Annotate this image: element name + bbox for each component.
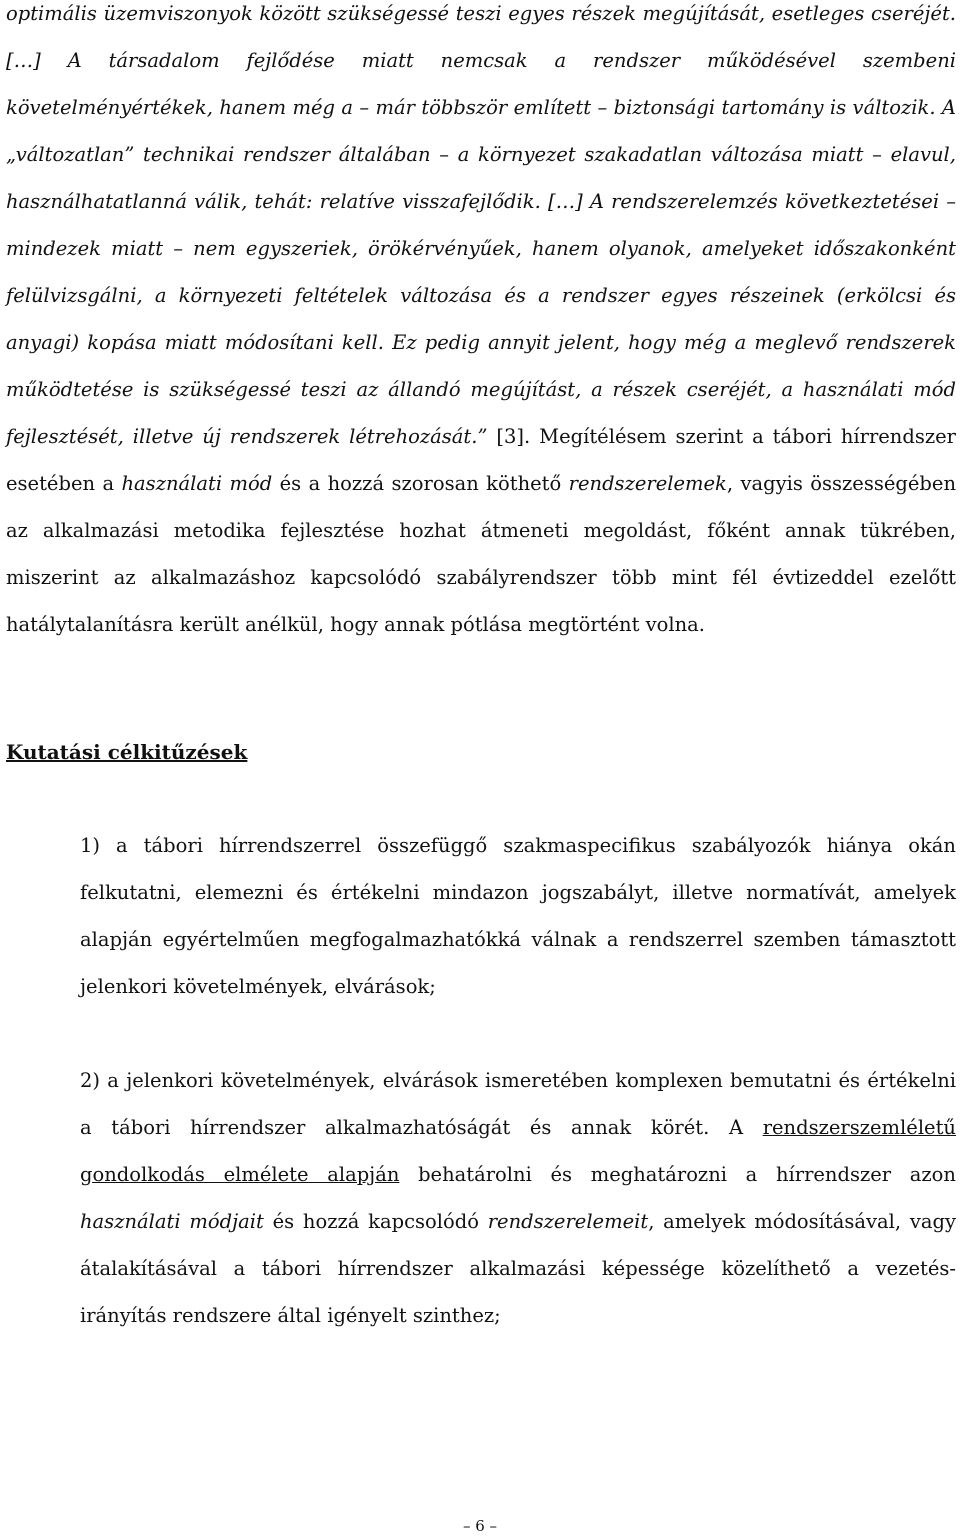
body-text: és hozzá kapcsolódó [263, 1210, 488, 1233]
body-text: , amelyek módosításával, vagy átalakításával a tábori hírrendszer alkalmazási képessége közelíthető a vezetés-irányítás rendszere által igényelt szinthez; [80, 1210, 956, 1327]
intro-paragraph [6, 0, 956, 648]
body-text: , vagyis összességében az alkalmazási metodika fejlesztése hozhat átmeneti megoldást, főként annak tükrében, miszerint az alkalmazáshoz kapcsolódó szabályrendszer több mint fél évtizeddel ezelőtt hatálytalanításra került anélkül, hogy annak pótlása megtörtént volna. [6, 472, 956, 636]
underlined-text: rendszerszemléletű gondolkodás elmélete alapján [80, 1116, 956, 1186]
body-text: 2) a jelenkori követelmények, elvárások ismeretében komplexen bemutatni és értékelni a tábori hírrendszer alkalmazhatóságát és annak körét. A [80, 1069, 956, 1139]
quoted-text: optimális üzemviszonyok között szükségessé teszi egyes részek megújítását, esetleges cseréjét. […] A társadalom fejlődése miatt nemcsak a rendszer működésével szembeni követelményértékek, hanem még a – már többször említett – biztonsági tartomány is változik. A „változatlan” technikai rendszer általában – a környezet szakadatlan változása miatt – elavul, használhatatlanná válik, tehát: relatíve visszafejlődik. […] A rendszerelemzés következtetései – mindezek miatt – nem egyszeriek, örökérvényűek, hanem olyanok, amelyeket időszakonként felülvizsgálni, a környezeti feltételek változása és a rendszer egyes részeinek (erkölcsi és anyagi) kopása miatt módosítani kell. [6, 2, 956, 354]
section-heading: Kutatási célkitűzések [6, 740, 248, 764]
body-text: behatárolni és meghatározni a hírrendszer azon [399, 1163, 956, 1186]
research-goal-1: 1) a tábori hírrendszerrel összefüggő szakmaspecifikus szabályozók hiánya okán felkutatni, elemezni és értékelni mindazon jogszabályt, illetve normatívát, amelyek alapján egyértelműen megfogalmazhatókká válnak a rendszerrel szemben támasztott jelenkori követelmények, elvárások; [80, 834, 956, 998]
body-text: és a hozzá szorosan köthető [272, 472, 569, 495]
closing-quote: ” [477, 425, 488, 448]
emphasis-term: rendszerelemek [568, 472, 727, 495]
emphasis-term: használati módjait [80, 1210, 264, 1233]
emphasis-term: használati mód [121, 472, 273, 495]
reference-citation: [3]. [487, 425, 531, 448]
research-goal-2 [80, 1057, 956, 1339]
body-text: Megítélésem szerint a tábori hírrendszer esetében a [6, 425, 956, 495]
emphasis-term: rendszerelemeit [487, 1210, 649, 1233]
quoted-text-continued: Ez pedig annyit jelent, hogy még a meglevő rendszerek működtetése is szükségessé teszi az állandó megújítást, a részek cseréjét, a használati mód fejlesztését, illetve új rendszerek létrehozását. [6, 331, 956, 448]
page-number: – 6 – [462, 1517, 498, 1535]
